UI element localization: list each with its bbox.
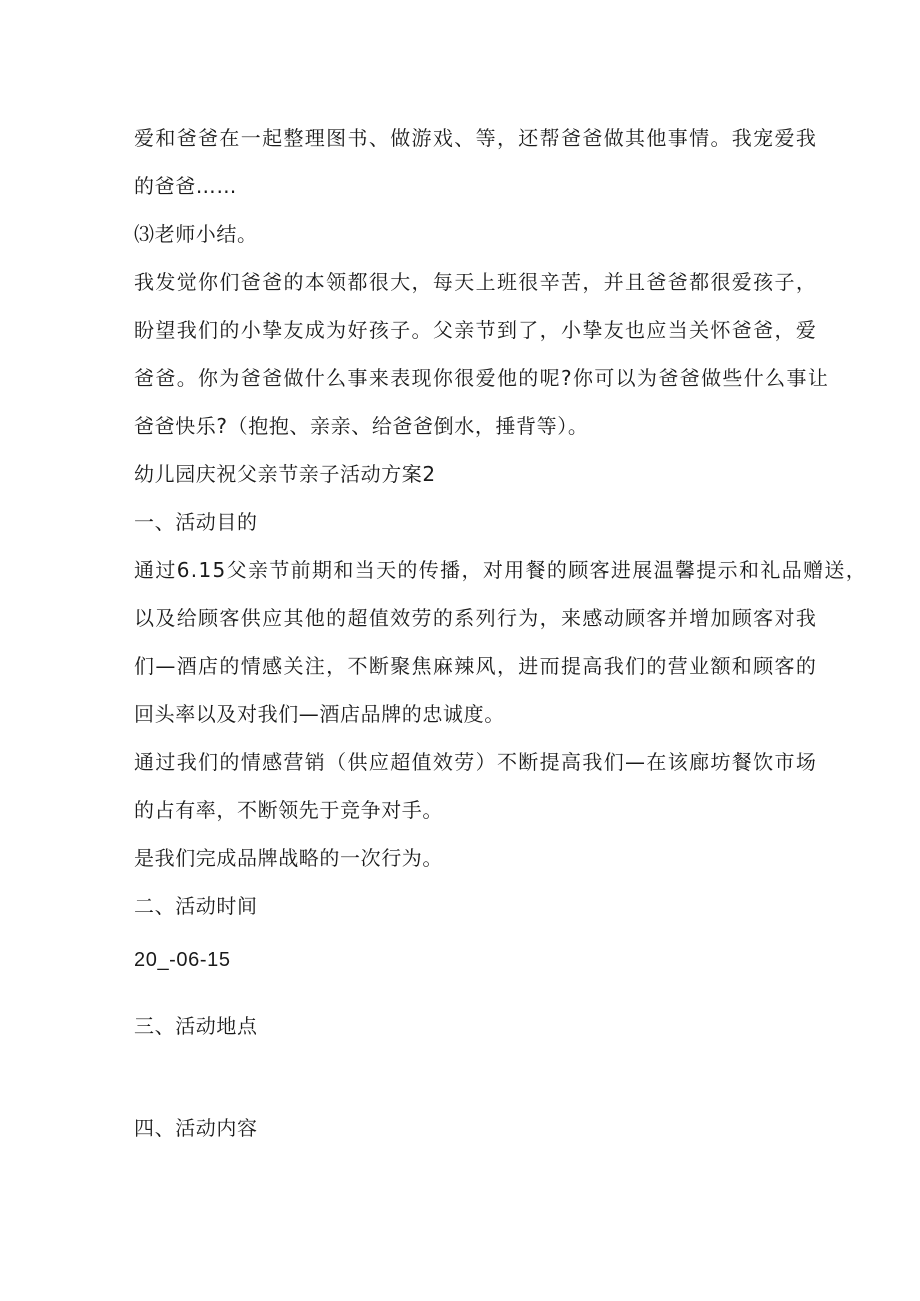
heading-activity-time: 二、活动时间 xyxy=(134,894,258,918)
activity-date: 20_-06-15 xyxy=(134,949,231,971)
paragraph-line-10: 们—酒店的情感关注，不断聚焦麻辣风，进而提高我们的营业额和顾客的 xyxy=(134,654,818,678)
paragraph-line-9: 以及给顾客供应其他的超值效劳的系列行为，来感动顾客并增加顾客对我 xyxy=(134,606,818,630)
paragraph-line-2: 的爸爸…… xyxy=(134,174,237,198)
heading-activity-location: 三、活动地点 xyxy=(134,1014,258,1038)
paragraph-line-1: 爱和爸爸在一起整理图书、做游戏、等，还帮爸爸做其他事情。我宠爱我 xyxy=(134,126,818,150)
paragraph-line-13: 的占有率，不断领先于竞争对手。 xyxy=(134,798,443,822)
paragraph-line-5: 盼望我们的小挚友成为好孩子。父亲节到了，小挚友也应当关怀爸爸，爱 xyxy=(134,318,818,342)
paragraph-line-7: 爸爸快乐?（抱抱、亲亲、给爸爸倒水，捶背等）。 xyxy=(134,414,589,438)
section-title: 幼儿园庆祝父亲节亲子活动方案2 xyxy=(134,462,436,486)
paragraph-line-8: 通过6.15父亲节前期和当天的传播，对用餐的顾客进展温馨提示和礼品赠送， xyxy=(134,558,868,582)
heading-activity-purpose: 一、活动目的 xyxy=(134,510,258,534)
paragraph-line-6: 爸爸。你为爸爸做什么事来表现你很爱他的呢?你可以为爸爸做些什么事让 xyxy=(134,366,830,390)
paragraph-line-12: 通过我们的情感营销（供应超值效劳）不断提高我们—在该廊坊餐饮市场 xyxy=(134,750,818,774)
paragraph-line-11: 回头率以及对我们—酒店品牌的忠诚度。 xyxy=(134,702,505,726)
paragraph-line-4: 我发觉你们爸爸的本领都很大，每天上班很辛苦，并且爸爸都很爱孩子， xyxy=(134,270,818,294)
heading-activity-content: 四、活动内容 xyxy=(134,1116,258,1140)
paragraph-line-3: ⑶老师小结。 xyxy=(134,222,258,246)
paragraph-line-14: 是我们完成品牌战略的一次行为。 xyxy=(134,846,443,870)
